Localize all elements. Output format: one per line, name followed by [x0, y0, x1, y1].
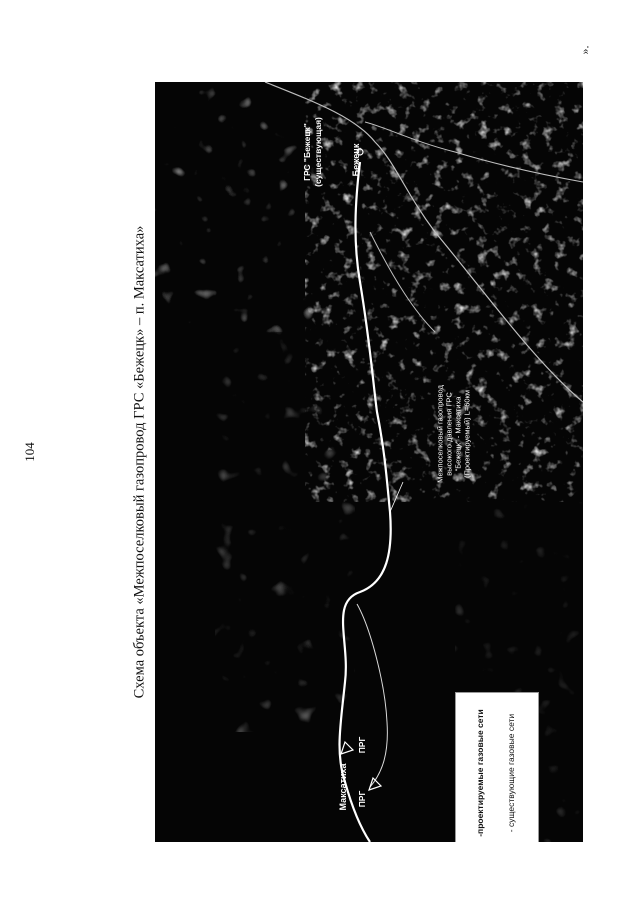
- terrain-texture-south: [215, 332, 355, 732]
- label-prg: ПРГ: [357, 736, 367, 754]
- pipeline-annotation-line: (Проектируемый) L=60км: [462, 390, 472, 478]
- pipeline-annotation-line: высокого давления ГРС: [444, 392, 454, 476]
- label-prg: ПРГ: [357, 790, 367, 808]
- page-number: 104: [22, 442, 37, 462]
- legend-item-existing: - существующие газовые сети: [506, 713, 516, 833]
- pipeline-annotation-line: Межпоселковый газопровод: [435, 385, 445, 483]
- pipeline-annotation-line: "Бежецк" - Максатиха: [453, 396, 463, 472]
- map-legend: [455, 692, 539, 842]
- label-grs-existing: (существующая): [313, 117, 323, 187]
- label-grs-bezhetsk: ГРС "Бежецк": [302, 123, 312, 181]
- label-bezhetsk: Бежецк: [351, 143, 361, 177]
- legend-item-projected: -проектируемые газовые сети: [475, 709, 485, 837]
- document-title: Схема объекта «Межпоселковый газопровод ГРС «Бежецк» – п. Максатиха»: [131, 225, 148, 699]
- terrain-texture-west: [155, 82, 315, 332]
- label-maksatikha: Максатиха: [338, 763, 348, 811]
- satellite-map: [155, 82, 583, 842]
- corner-mark: ».: [577, 45, 592, 55]
